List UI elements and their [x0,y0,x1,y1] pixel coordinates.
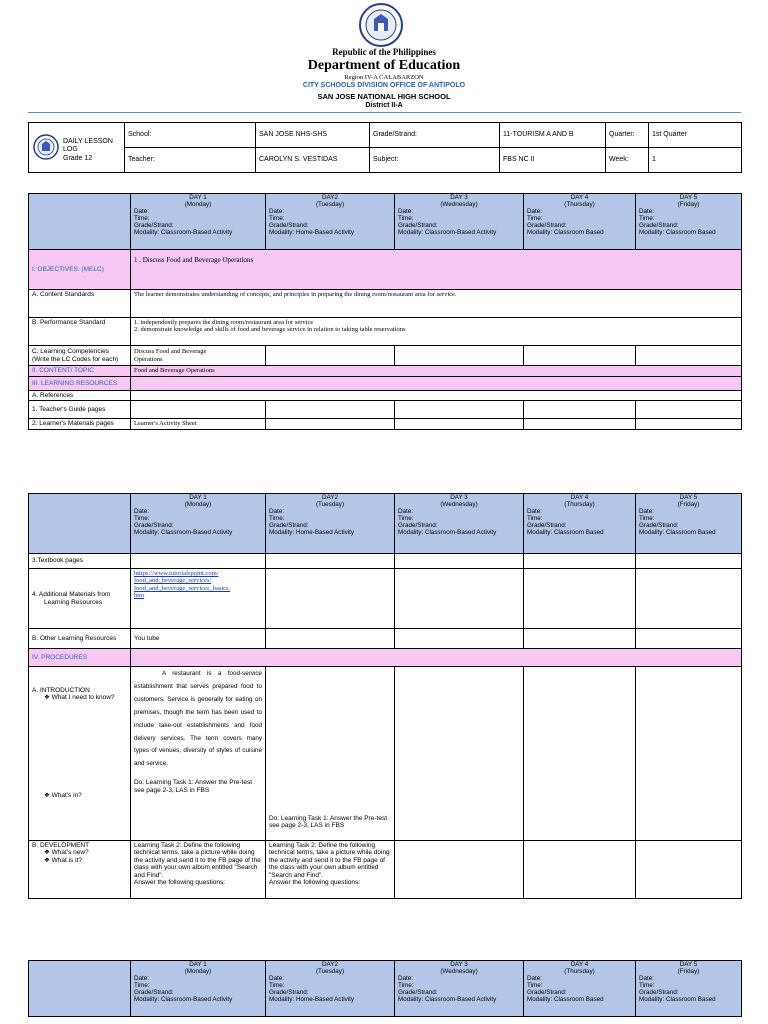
grade-label: Grade/Strand: [370,123,500,148]
objectives-label: I. OBJECTIVES: (MELC) [29,250,131,290]
grade-value: 11-TOURISM A AND B [500,123,606,148]
lesson-table-2 [28,493,742,899]
deped-seal [356,2,406,48]
intro-bullet-2: ❖ What's in? [44,791,82,799]
quarter-label: Quarter: [606,123,649,148]
development-day-2: Learning Task 2: Define the following technical terms, take a picture while doing the activity and send it to the FB page of the class with your own album entitled "Search and Find". Answer the following questions: [266,841,395,899]
teacher-label: Teacher: [125,148,256,173]
header-blank [29,194,131,250]
intro-bullet-1: ❖ What I need to know? [44,694,115,702]
introduction-day-1: A restaurant is a food-service establishment that serves prepared food to customers. Service is generally for eating on premises, though the term has been used to include take-out establishments and food delivery services. The term covers many types of venues, diversity of styles of cuisine and service. Do: Learning Task 1: Answer the Pre-test see page 2-3, LAS in FBS [131,667,266,841]
region-line: Region IV-A CALABARZON [344,74,424,81]
day-1-header: DAY 1 (Monday) Date: Time: Grade/Strand: Modality: Classroom-Based Activity [131,194,266,250]
learners-materials-label: 2. Learner's Materials pages [29,419,131,429]
teacher-value: CAROLYN S. VESTIDAS [256,148,370,173]
performance-standard-label: B. Performance Standard [29,318,131,346]
subject-label: Subject: [370,148,500,173]
day-3-header: DAY 3 (Wednesday) Date: Time: Grade/Strand: Modality: Classroom-Based Activity [395,961,524,1017]
day-5-header: DAY 5 (Friday) Date: Time: Grade/Strand: Modality: Classroom Based [636,961,742,1017]
header-divider [28,112,741,113]
republic-line: Republic of the Philippines [332,47,436,57]
day-2-header: DAY2 (Tuesday) Date: Time: Grade/Strand: Modality: Home-Based Activity [266,194,395,250]
district-line: District II-A [365,102,403,109]
procedures-label: IV. PROCEDURES [29,649,131,667]
additional-materials-label: 4. Additional Materials from Learning Resources [29,569,131,629]
competencies-label: C. Learning Competencies (Write the LC Codes for each) [29,346,131,366]
day-1-header: DAY 1 (Monday) Date: Time: Grade/Strand: Modality: Classroom-Based Activity [131,961,266,1017]
dll-title-2: LOG [63,146,78,154]
references-label: A. References [29,391,131,401]
lesson-table-3 [28,960,742,1017]
week-label: Week: [606,148,649,173]
other-resources-value: You tube [131,629,266,649]
additional-materials-link[interactable]: htttps://www.tutorialspoint.com/ food_and_beverage_services/ food_and_beverage_services_basics. htm [131,569,266,629]
day-1-header: DAY 1 (Monday) Date: Time: Grade/Strand: Modality: Classroom-Based Activity [131,494,266,554]
performance-standard-value: 1. independently prepares the dining room/restaurant area for service 2. demonstrate knowledge and skills of food and beverage service in relation to taking table reservations [131,318,742,346]
learning-resources-label: III. LEARNING RESOURCES [29,377,131,391]
school-line: SAN JOSE NATIONAL HIGH SCHOOL [317,92,451,101]
week-value: 1 [649,148,742,173]
division-line: CITY SCHOOLS DIVISION OFFICE OF ANTIPOLO [302,82,466,89]
day-2-header: DAY2 (Tuesday) Date: Time: Grade/Strand: Modality: Home-Based Activity [266,494,395,554]
day-2-header: DAY2 (Tuesday) Date: Time: Grade/Strand: Modality: Home-Based Activity [266,961,395,1017]
day-header-row [29,194,742,250]
department-title: Department of Education [307,58,461,73]
deped-seal-small [33,134,59,160]
school-label: School: [125,123,256,148]
lesson-table-1 [28,193,742,430]
objectives-value: 1 . Discuss Food and Beverage Operations [131,250,742,290]
content-topic-value: Food and Beverage Operations [131,366,742,377]
content-topic-label: II. CONTENT/ TOPIC [29,366,131,377]
other-resources-label: B. Other Learning Resources [29,629,131,649]
day-3-header: DAY 3 (Wednesday) Date: Time: Grade/Strand: Modality: Classroom-Based Activity [395,494,524,554]
day-4-header: DAY 4 (Thursday) Date: Time: Grade/Strand: Modality: Classroom Based [524,494,636,554]
dll-title-cell [29,123,125,173]
textbook-label: 3.Textbook pages [29,554,131,569]
development-day-1: Learning Task 2: Define the following technical terms, take a picture while doing the activity and send it to the FB page of the class with your own album entitled "Search and Find". Answer the following questions: [131,841,266,899]
introduction-label: A. INTRODUCTION ❖ What I need to know? ❖ What's in? [29,667,131,841]
learners-materials-value: Learner's Activity Sheet [131,419,266,429]
competencies-value: Discuss Food and Beverage Operations [131,346,266,366]
day-3-header: DAY 3 (Wednesday) Date: Time: Grade/Strand: Modality: Classroom-Based Activity [395,194,524,250]
day-4-header: DAY 4 (Thursday) Date: Time: Grade/Strand: Modality: Classroom Based [524,194,636,250]
teachers-guide-label: 1. Teacher's Guide pages [29,401,131,419]
day-4-header: DAY 4 (Thursday) Date: Time: Grade/Strand: Modality: Classroom Based [524,961,636,1017]
info-table [28,122,742,173]
dll-title-1: DAILY LESSON [63,138,113,146]
school-value: SAN JOSE NHS-SHS [256,123,370,148]
development-label: B. DEVELOPMENT ❖ What's new? ❖ What is it? [29,841,131,899]
day-5-header: DAY 5 (Friday) Date: Time: Grade/Strand: Modality: Classroom Based [636,494,742,554]
quarter-value: 1st Quarter [649,123,742,148]
content-standards-label: A. Content Standards [29,290,131,318]
day-5-header: DAY 5 (Friday) Date: Time: Grade/Strand: Modality: Classroom Based [636,194,742,250]
subject-value: FBS NC II [500,148,606,173]
dll-title-3: Grade 12 [63,154,93,162]
introduction-day-2: Do: Learning Task 1: Answer the Pre-test see page 2-3, LAS in FBS [266,667,395,841]
content-standards-value: The learner demonstrates understanding of concepts, and principles in preparing the dining room/restaurant area for service. [131,290,742,318]
